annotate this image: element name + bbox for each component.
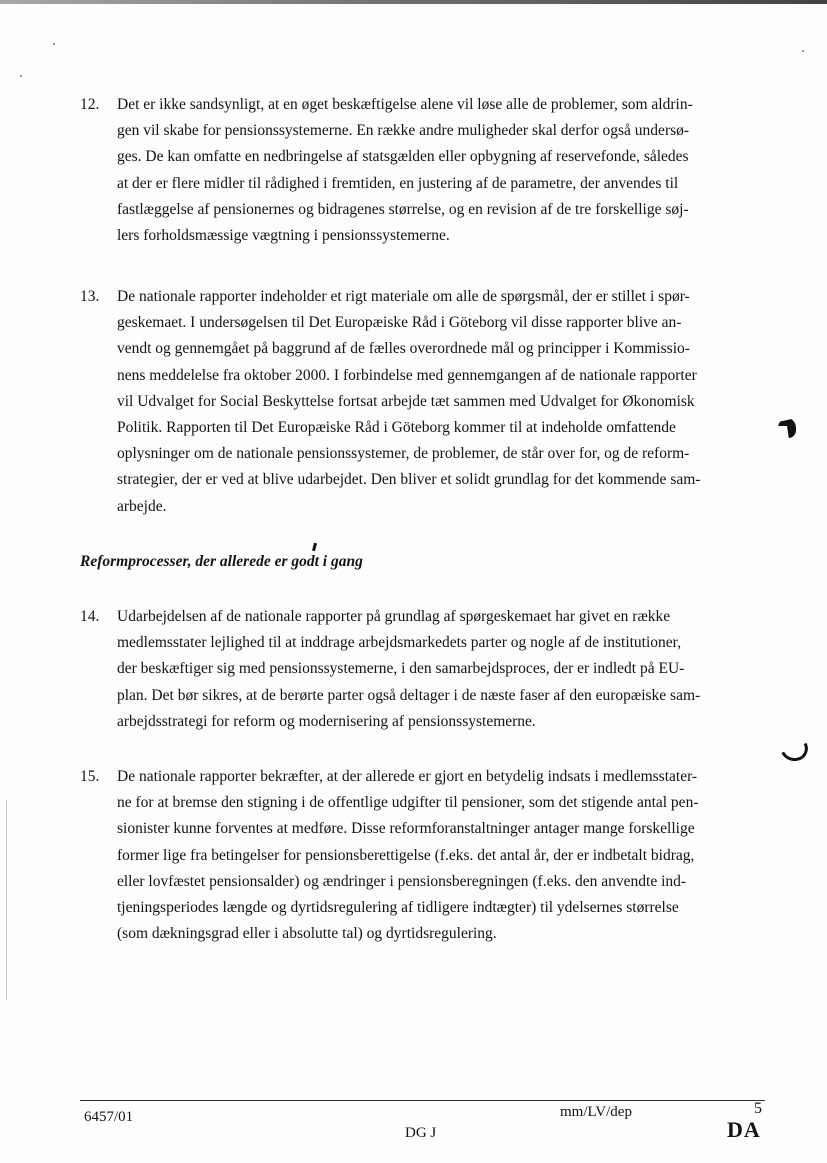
paragraph-body bbox=[117, 92, 767, 249]
paragraph-line: plan. Det bør sikres, at de berørte parter også deltager i de næste faser af den europæiske sam- bbox=[117, 686, 701, 704]
paragraph-line: Udarbejdelsen af de nationale rapporter på grundlag af spørgeskemaet har givet en række bbox=[117, 608, 671, 625]
paragraph-line: vendt og gennemgået på baggrund af de fælles overordnede mål og principper i Kommissio- bbox=[117, 340, 690, 358]
paragraph-line: tjeningsperiodes længde og dyrtidsregulering af tidligere indtægter) til ydelsernes størrelse bbox=[117, 899, 679, 917]
author-reference: mm/LV/dep bbox=[560, 1104, 632, 1120]
paragraph-line: eller lovfæstet pensionsalder) og ændringer i pensionsberegningen (f.eks. den anvendte ind- bbox=[117, 872, 687, 890]
paragraph-line: nens meddelelse fra oktober 2000. I forbindelse med gennemgangen af de nationale rapporter bbox=[117, 366, 697, 384]
scan-edge-line bbox=[6, 800, 7, 1000]
paragraph-line: arbejdsstrategi for reform og modernisering af pensionssystemerne. bbox=[117, 712, 536, 730]
paragraph-body bbox=[117, 764, 767, 947]
section-heading: Reformprocesser, der allerede er godt i gang bbox=[80, 553, 363, 570]
paragraph-line: ges. De kan omfatte en nedbringelse af statsgælden eller opbygning af reservefonde, således bbox=[117, 148, 689, 166]
paragraph-number: 13. bbox=[80, 288, 100, 305]
footer-divider bbox=[80, 1100, 765, 1101]
scan-speck bbox=[53, 43, 55, 45]
paragraph-body bbox=[117, 284, 767, 520]
directorate-label: DG J bbox=[405, 1125, 437, 1141]
ink-speck bbox=[312, 543, 317, 552]
paragraph-line: De nationale rapporter indeholder et rigt materiale om alle de spørgsmål, der er stillet i spør- bbox=[117, 288, 690, 305]
language-code: DA bbox=[727, 1117, 761, 1142]
paragraph-line: der beskæftiger sig med pensionssystemerne, i den samarbejdsproces, der er indledt på EU- bbox=[117, 660, 685, 678]
binder-hole-mark bbox=[778, 418, 796, 438]
paragraph-number: 14. bbox=[80, 608, 100, 625]
paragraph-line: strategier, der er ved at blive udarbejdet. Den bliver et solidt grundlag for det kommende sam- bbox=[117, 471, 701, 489]
binder-hole-mark bbox=[776, 731, 811, 765]
paragraph-line: geskemaet. I undersøgelsen til Det Europæiske Råd i Göteborg vil disse rapporter blive an- bbox=[117, 314, 682, 332]
scan-top-edge bbox=[0, 0, 827, 4]
paragraph-line: fastlæggelse af pensionernes og bidragenes størrelse, og en revision af de tre forskellige søj- bbox=[117, 200, 689, 218]
paragraph-line: Det er ikke sandsynligt, at en øget beskæftigelse alene vil løse alle de problemer, som aldrin- bbox=[117, 96, 693, 113]
paragraph-line: arbejde. bbox=[117, 497, 167, 515]
paragraph-line: former lige fra betingelser for pensionsberettigelse (f.eks. det antal år, der er indbetalt bidrag, bbox=[117, 846, 695, 864]
paragraph-line: at der er flere midler til rådighed i fremtiden, en justering af de parametre, der anvendes til bbox=[117, 174, 679, 192]
paragraph-line: oplysninger om de nationale pensionssystemer, de problemer, de står over for, og de reform- bbox=[117, 445, 690, 463]
paragraph-line: lers forholdsmæssige vægtning i pensionssystemerne. bbox=[117, 227, 450, 245]
paragraph-line: ne for at bremse den stigning i de offentlige udgifter til pensioner, som det stigende antal pen- bbox=[117, 794, 699, 812]
document-number: 6457/01 bbox=[84, 1109, 134, 1125]
paragraph-body bbox=[117, 604, 767, 735]
paragraph-line: medlemsstater lejlighed til at inddrage arbejdsmarkedets parter og nogle af de institutioner, bbox=[117, 634, 682, 652]
paragraph-line: Politik. Rapporten til Det Europæiske Råd i Göteborg kommer til at indeholde omfattende bbox=[117, 419, 676, 437]
paragraph-line: gen vil skabe for pensionssystemerne. En række andre muligheder skal derfor også undersø- bbox=[117, 122, 690, 140]
paragraph-line: (som dækningsgrad eller i absolutte tal) og dyrtidsregulering. bbox=[117, 925, 497, 943]
paragraph-line: sionister kunne forventes at medføre. Disse reformforanstaltninger antager mange forskellige bbox=[117, 820, 695, 838]
paragraph-number: 15. bbox=[80, 768, 100, 785]
scan-speck bbox=[802, 50, 804, 52]
scan-speck bbox=[20, 75, 22, 77]
paragraph-line: vil Udvalget for Social Beskyttelse fortsat arbejde tæt sammen med Udvalget for Økonomisk bbox=[117, 392, 695, 410]
paragraph-line: De nationale rapporter bekræfter, at der allerede er gjort en betydelig indsats i medlemsstater- bbox=[117, 768, 698, 785]
page-number: 5 bbox=[754, 1100, 762, 1117]
paragraph-number: 12. bbox=[80, 96, 100, 113]
